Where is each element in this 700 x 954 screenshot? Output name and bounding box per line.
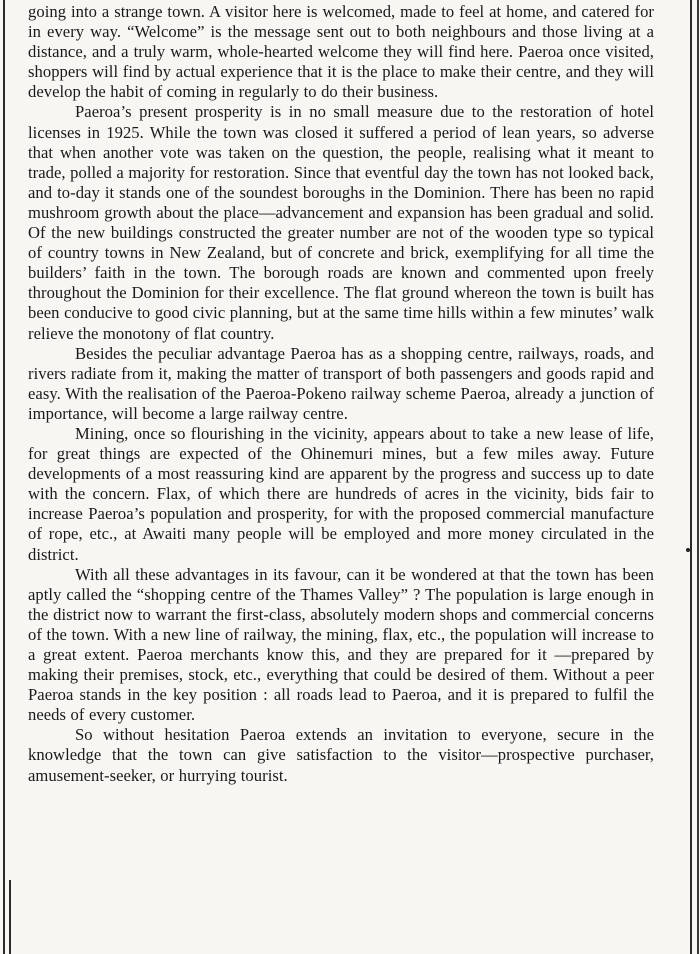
right-column-rule-secondary: [697, 0, 699, 954]
paragraph-transport: Besides the peculiar advantage Paeroa has as a shopping centre, railways, roads, and rivers radiate from it, making the matter of transport of both passengers and goods rapid and easy. With the realisation of the Paeroa-Pokeno railway scheme Paeroa, already a junction of importance, will become a large railway centre.: [28, 343, 654, 423]
paragraph-advantages: With all these advantages in its favour, can it be wondered at that the town has been aptly called the “shopping centre of the Thames Valley” ? The population is large enough in the district now to warrant the first-class, absolutely modern shops and commercial concerns of the town. With a new line of railway, the mining, flax, etc., the population will increase to a great extent. Paeroa merchants know this, and they are prepared for it —prepared by making their premises, stock, etc., everything that could be desired of them. Without a peer Paeroa stands in the key position : all roads lead to Paeroa, and it is prepared to fulfil the needs of every customer.: [28, 564, 654, 725]
left-column-rule: [3, 0, 5, 954]
print-speck: [686, 548, 690, 552]
right-column-rule: [690, 0, 692, 954]
paragraph-mining: Mining, once so flourishing in the vicinity, appears about to take a new lease of life, for great things are expected of the Ohinemuri mines, but a few miles away. Future developments of a most reassuring kind are apparent by the progress and success up to date with the concern. Flax, of which there are hundreds of acres in the vicinity, bids fair to increase Paeroa’s population and prosperity, for with the proposed commercial manufacture of rope, etc., at Awaiti many people will be employed and more money circulated in the district.: [28, 423, 654, 564]
paragraph-prosperity: Paeroa’s present prosperity is in no small measure due to the restoration of hotel licenses in 1925. While the town was closed it suffered a period of lean years, so adverse that when another vote was taken on the question, the people, realising what it meant to trade, polled a majority for restoration. Since that eventful day the town has not looked back, and to-day it stands one of the soundest boroughs in the Dominion. There has been no rapid mushroom growth about the place—advancement and expansion has been gradual and solid. Of the new buildings constructed the greater number are not of the wooden type so typical of country towns in New Zealand, but of concrete and brick, exemplifying for all time the builders’ faith in the town. The borough roads are known and commented upon freely throughout the Dominion for their excellence. The flat ground whereon the town is built has been conducive to good civic planning, but at the same time hills within a few minutes’ walk relieve the monotony of flat country.: [28, 102, 654, 343]
article-body: [28, 2, 654, 786]
paragraph-invitation: So without hesitation Paeroa extends an invitation to everyone, secure in the knowledge that the town can give satisfaction to the visitor—prospective purchaser, amusement-seeker, or hurrying tourist.: [28, 725, 654, 785]
paragraph-continuation: going into a strange town. A visitor here is welcomed, made to feel at home, and catered for in every way. “Welcome” is the message sent out to both neighbours and those living at a distance, and a truly warm, whole-hearted welcome they will find here. Paeroa once visited, shoppers will find by actual experience that it is the place to make their centre, and they will develop the habit of coming in regularly to do their business.: [28, 2, 654, 102]
left-column-rule-secondary: [9, 880, 11, 954]
